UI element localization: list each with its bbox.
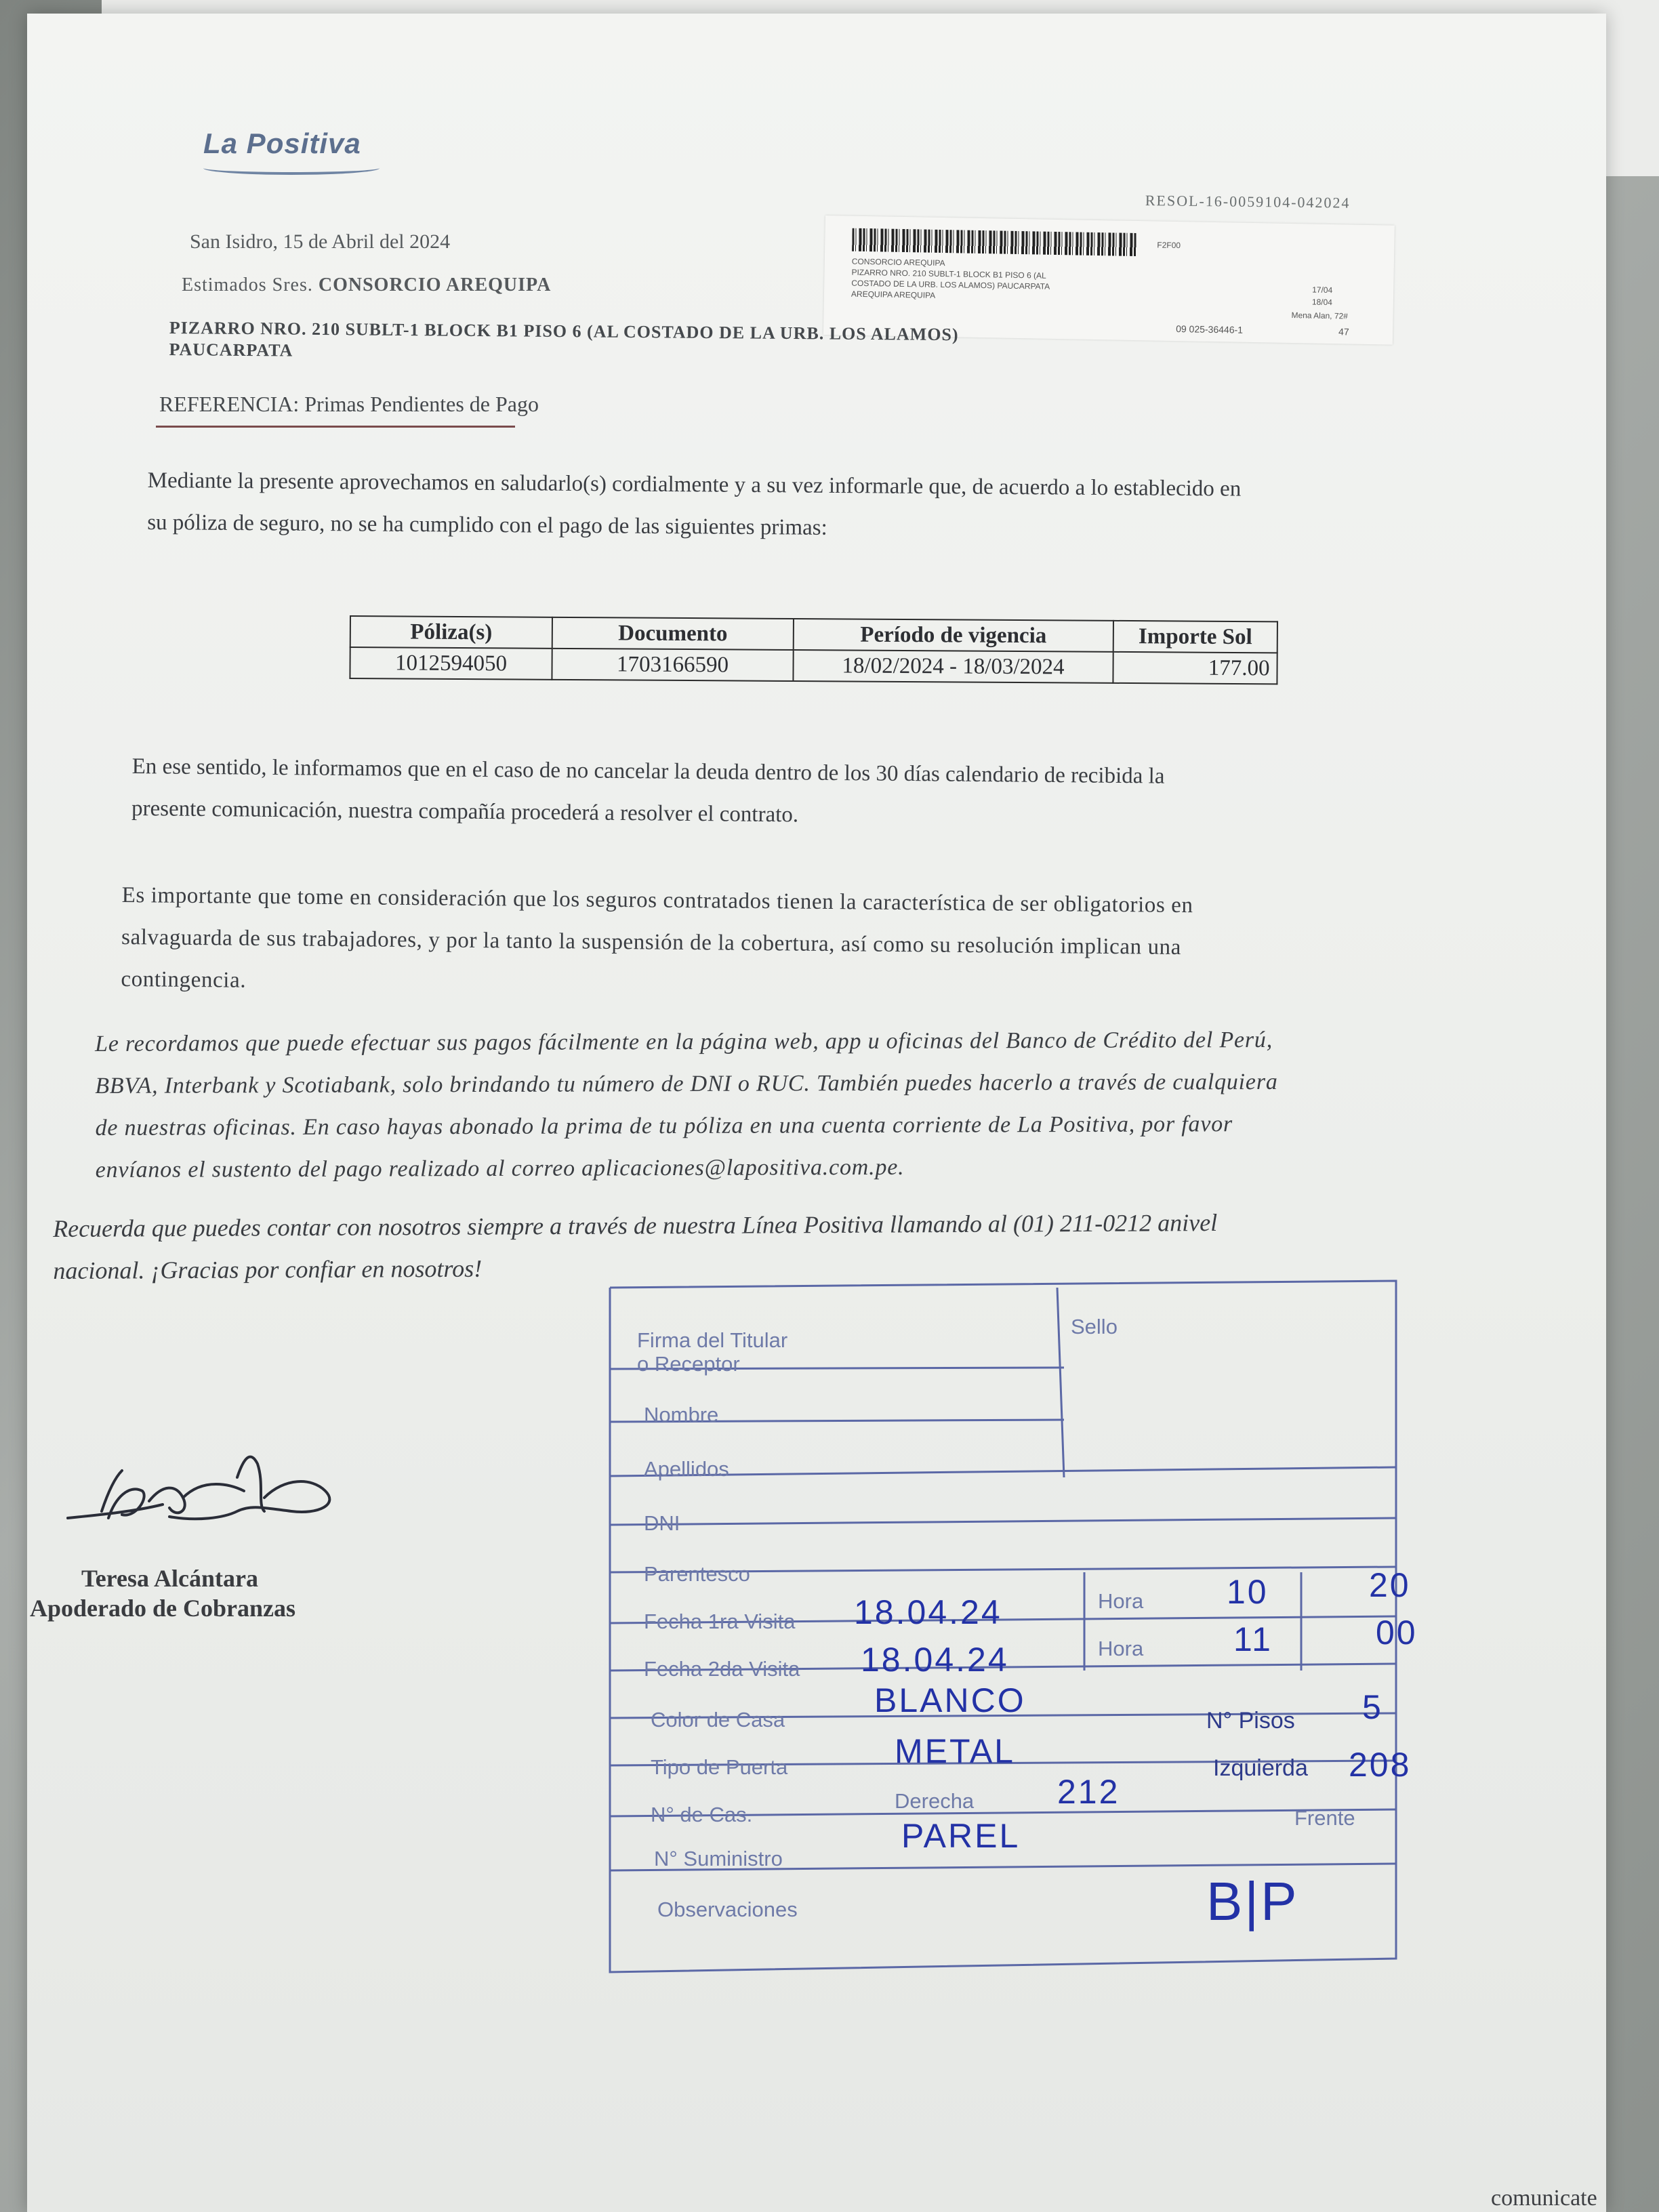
greeting <box>182 274 551 296</box>
stamp-label-dni: DNI <box>644 1511 680 1535</box>
stamp-label-frente: Frente <box>1294 1806 1355 1830</box>
reference-code: RESOL-16-0059104-042024 <box>1145 192 1351 211</box>
cell-poliza: 1012594050 <box>350 647 552 680</box>
label-line4: AREQUIPA AREQUIPA <box>851 289 936 300</box>
reference-underline <box>156 426 515 428</box>
cell-documento: 1703166590 <box>552 649 793 681</box>
handwritten-fecha2: 18.04.24 <box>861 1641 1009 1679</box>
stamp-label-hora1: Hora <box>1098 1589 1144 1613</box>
stamp-label-observaciones: Observaciones <box>657 1898 798 1921</box>
handwritten-hora2-m: 00 <box>1376 1614 1418 1652</box>
stamp-label-fecha2: Fecha 2da Visita <box>644 1657 800 1681</box>
courier-stamp-form <box>596 1274 1504 1979</box>
greeting-company: CONSORCIO AREQUIPA <box>318 274 552 295</box>
stamp-label-fecha1: Fecha 1ra Visita <box>644 1610 796 1633</box>
col-periodo-header: Período de vigencia <box>794 619 1113 652</box>
label-route: F2F00 <box>1157 240 1181 251</box>
col-importe-header: Importe Sol <box>1113 621 1277 653</box>
stamp-label-derecha: Derecha <box>895 1789 975 1813</box>
underlying-page-text: comunicate <box>1491 2186 1597 2211</box>
paragraph-deadline <box>131 745 1165 840</box>
company-logo: La Positiva <box>203 127 361 159</box>
greeting-prefix: Estimados Sres. <box>182 274 313 295</box>
paragraph-payment-options <box>95 1019 1278 1191</box>
paragraph-line: presente comunicación, nuestra compañía procederá a resolver el contrato. <box>131 796 799 827</box>
paragraph-intro <box>147 459 1242 552</box>
paragraph-line: salvaguarda de sus trabajadores, y por la tanto la suspensión de la cobertura, así como su resolución implican una <box>121 924 1182 960</box>
paragraph-line: BBVA, Interbank y Scotiabank, solo brindando tu número de DNI o RUC. También puedes hacerlo a través de cualquiera <box>95 1069 1278 1099</box>
col-documento-header: Documento <box>552 617 794 650</box>
logo-swoosh <box>203 161 380 175</box>
stamp-label-color: Color de Casa <box>651 1708 785 1732</box>
paragraph-line: Recuerda que puedes contar con nosotros siempre a través de nuestra Línea Positiva llamando al (01) 211-0212 anivel <box>53 1209 1218 1242</box>
paragraph-line: Mediante la presente aprovechamos en saludarlo(s) cordialmente y a su vez informarle que, de acuerdo a lo establecido en <box>147 468 1242 501</box>
handwritten-izquierda: 208 <box>1349 1746 1412 1784</box>
recipient-address <box>169 317 958 367</box>
handwritten-fecha1: 18.04.24 <box>854 1593 1002 1631</box>
label-r2: 18/04 <box>1311 297 1333 308</box>
handwritten-color: BLANCO <box>874 1681 1026 1719</box>
paragraph-line: contingencia. <box>121 966 247 993</box>
paragraph-line: Le recordamos que puede efectuar sus pagos fácilmente en la página web, app u oficinas del Banco de Crédito del Perú, <box>95 1027 1273 1057</box>
col-poliza-header: Póliza(s) <box>350 616 552 649</box>
handwritten-signature <box>61 1437 400 1572</box>
stamp-label-puerta: Tipo de Puerta <box>651 1755 788 1779</box>
stamp-label-hora2: Hora <box>1098 1637 1144 1660</box>
cell-importe: 177.00 <box>1113 652 1277 684</box>
label-line2: PIZARRO NRO. 210 SUBLT-1 BLOCK B1 PISO 6 (AL <box>851 267 1046 281</box>
paragraph-line: envíanos el sustento del pago realizado al correo aplicaciones@lapositiva.com.pe. <box>95 1154 905 1183</box>
paragraph-line: Es importante que tome en consideración que los seguros contratados tienen la característica de ser obligatorios en <box>121 882 1193 918</box>
paragraph-line: de nuestras oficinas. En caso hayas abonado la prima de tu póliza en una cuenta corriente de La Positiva, por favor <box>95 1111 1233 1141</box>
barcode-icon <box>852 228 1137 256</box>
signer-role: Apoderado de Cobranzas <box>30 1595 296 1622</box>
stamp-label-pisos: N° Pisos <box>1206 1708 1295 1734</box>
paragraph-line: En ese sentido, le informamos que en el caso de no cancelar la deuda dentro de los 30 días calendario de recibida la <box>131 754 1165 789</box>
handwritten-derecha: 212 <box>1057 1773 1120 1811</box>
stamp-label-numcasa: N° de Cas. <box>651 1803 753 1826</box>
stamp-label-firma: Firma del Titular <box>637 1328 788 1352</box>
handwritten-hora1-h: 10 <box>1227 1573 1269 1611</box>
paragraph-line: nacional. ¡Gracias por confiar en nosotros! <box>53 1254 483 1284</box>
handwritten-observaciones: B|P <box>1206 1871 1299 1931</box>
stamp-label-izquierda: Izquierda <box>1213 1755 1308 1781</box>
label-line3: COSTADO DE LA URB. LOS ALAMOS) PAUCARPATA <box>851 278 1050 291</box>
stamp-label-suministro: N° Suministro <box>654 1847 783 1870</box>
label-code: 09 025-36446-1 <box>1176 323 1244 335</box>
handwritten-pisos: 5 <box>1362 1688 1383 1726</box>
label-r3: Mena Alan, 72# <box>1291 310 1349 321</box>
label-line1: CONSORCIO AREQUIPA <box>851 256 945 268</box>
stamp-label-apellidos: Apellidos <box>644 1457 729 1481</box>
stamp-label-sello: Sello <box>1071 1315 1118 1338</box>
handwritten-hora1-m: 20 <box>1369 1566 1411 1604</box>
table-header-row <box>350 616 1277 653</box>
table-row <box>350 647 1277 684</box>
date-line: San Isidro, 15 de Abril del 2024 <box>190 230 451 253</box>
paragraph-line: su póliza de seguro, no se ha cumplido con el pago de las siguientes primas: <box>147 510 827 540</box>
stamp-label-parentesco: Parentesco <box>644 1562 750 1586</box>
handwritten-suministro: PAREL <box>901 1817 1021 1855</box>
paragraph-importance <box>121 874 1193 1010</box>
handwritten-puerta: METAL <box>895 1732 1015 1770</box>
address-line2: PAUCARPATA <box>169 339 293 361</box>
handwritten-hora2-h: 11 <box>1233 1620 1273 1658</box>
stamp-label-nombre: Nombre <box>644 1403 719 1427</box>
stamp-label-receptor: o Receptor <box>637 1352 740 1376</box>
cell-periodo: 18/02/2024 - 18/03/2024 <box>793 650 1113 683</box>
label-r1: 17/04 <box>1312 285 1333 295</box>
signer-name: Teresa Alcántara <box>81 1565 258 1592</box>
premiums-table <box>349 615 1278 684</box>
reference-line: REFERENCIA: Primas Pendientes de Pago <box>159 392 539 416</box>
address-line1: PIZARRO NRO. 210 SUBLT-1 BLOCK B1 PISO 6 (AL COSTADO DE LA URB. LOS ALAMOS) <box>169 317 959 345</box>
label-code-suffix: 47 <box>1338 326 1349 337</box>
